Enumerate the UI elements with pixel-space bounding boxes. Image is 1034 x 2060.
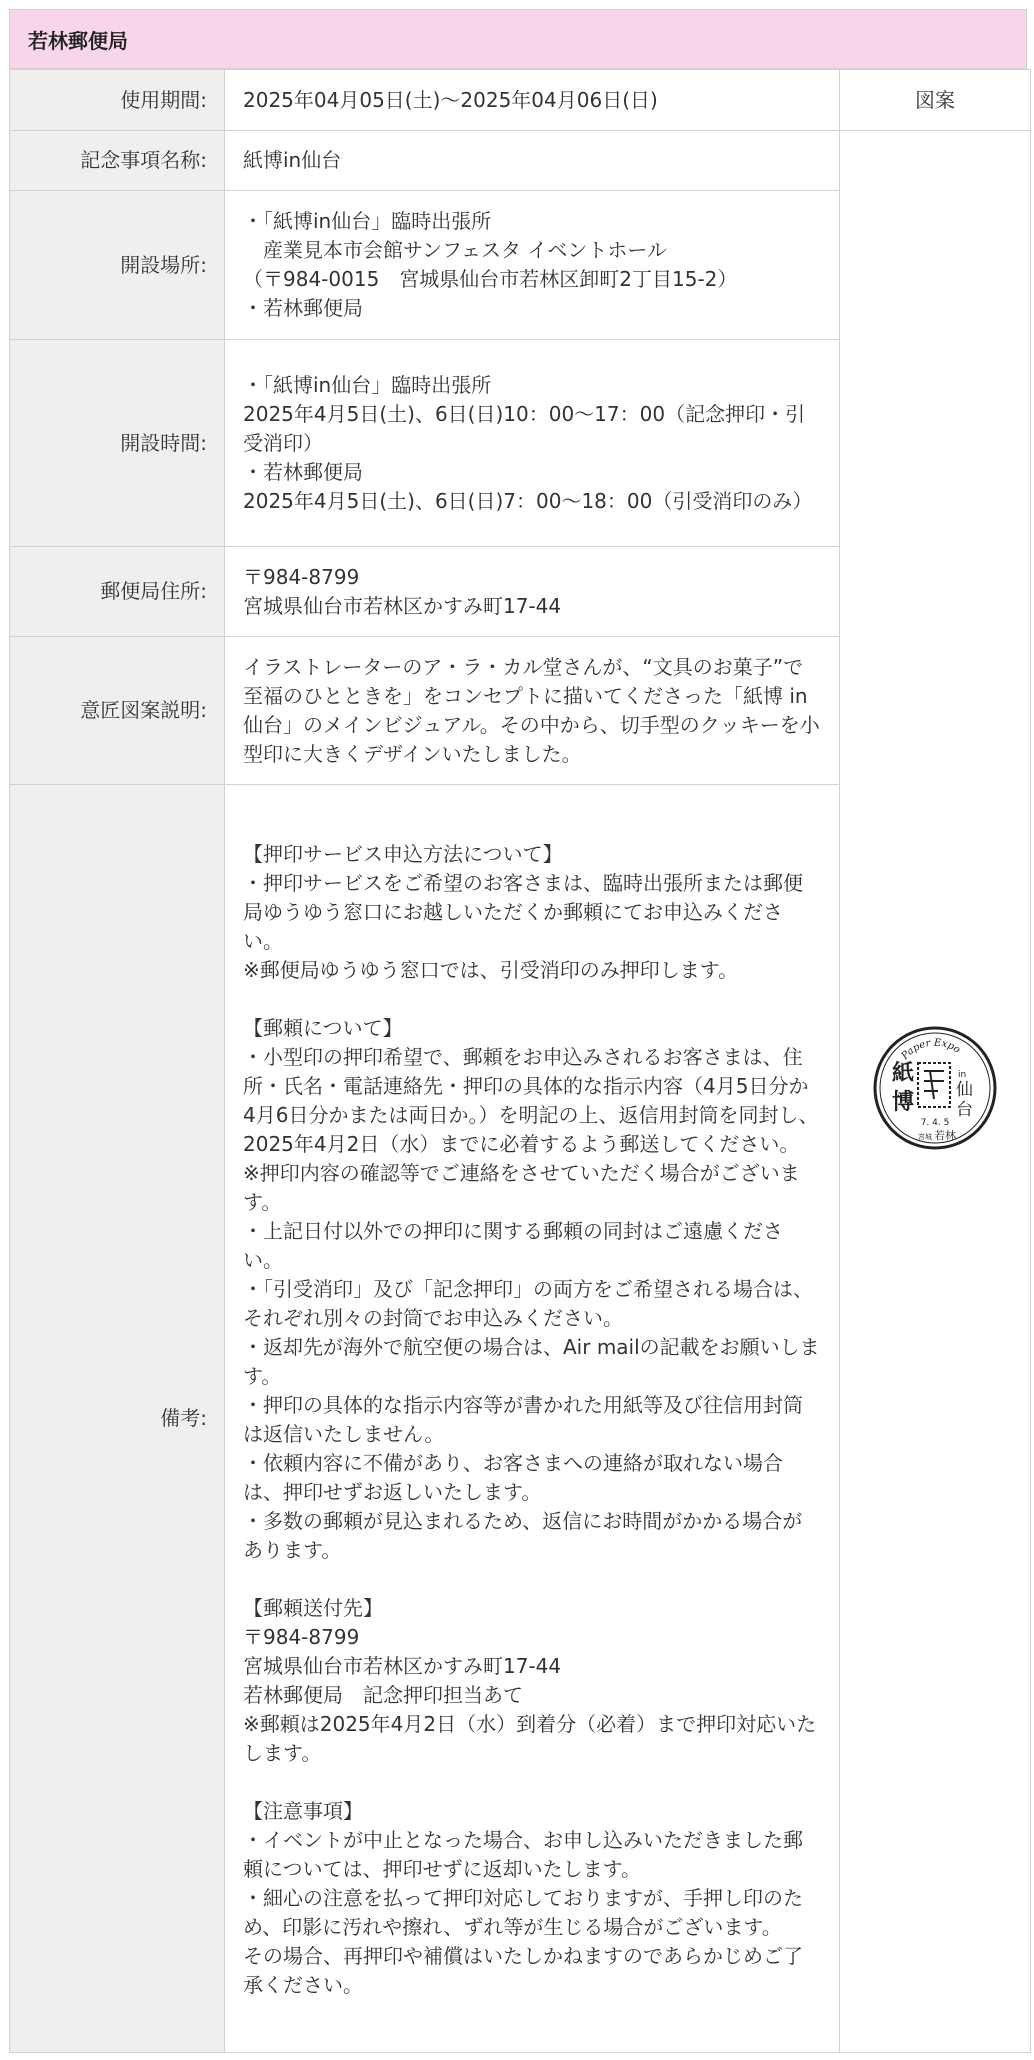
stamp-in-text: in [958,1069,967,1080]
address-label: 郵便局住所: [10,547,225,637]
location-value: ・「紙博in仙台」臨時出張所 産業見本市会館サンフェスタ イベントホール （〒984-0015 宮城県仙台市若林区卸町2丁目15-2） ・若林郵便局 [225,191,840,340]
hours-label: 開設時間: [10,340,225,547]
stamp-right-text-2: 台 [956,1099,973,1120]
location-label: 開設場所: [10,191,225,340]
row-period [10,70,1031,131]
period-label: 使用期間: [10,70,225,131]
stamp-date: 7. 4. 5 [920,1117,950,1128]
event-name-label: 記念事項名称: [10,131,225,191]
stamp-left-text-2: 博 [892,1089,915,1115]
hours-value: ・「紙博in仙台」臨時出張所 2025年4月5日(土)、6日(日)10：00～17：00（記念押印・引受消印） ・若林郵便局 2025年4月5日(土)、6日(日)7：00～18：00（引受消印のみ） [225,340,840,547]
address-value: 〒984-8799 宮城県仙台市若林区かすみ町17-44 [225,547,840,637]
postmark-info-panel [9,9,1027,2053]
commemorative-postmark-image [872,1025,998,1151]
stamp-office: 若林 [934,1128,956,1142]
design-header: 図案 [840,70,1031,131]
office-name-header [9,9,1027,69]
design-desc-value: イラストレーターのア・ラ・カル堂さんが、“文具のお菓子”で至福のひとときを」をコンセプトに描いてくださった「紙博 in 仙台」のメインビジュアル。その中から、切手型のクッキーを小型印に大きくデザインいたしました。 [225,637,840,785]
stamp-office-prefix: 宮城 [918,1132,932,1141]
event-name-value: 紙博in仙台 [225,131,840,191]
design-desc-label: 意匠図案説明: [10,637,225,785]
postmark-detail-table [9,69,1031,2053]
design-image-cell [840,131,1031,2053]
notes-value: 【押印サービス申込方法について】 ・押印サービスをご希望のお客さまは、臨時出張所または郵便局ゆうゆう窓口にお越しいただくか郵頼にてお申込みください。 ※郵便局ゆうゆう窓口では、引受消印のみ押印します。 【郵頼について】 ・小型印の押印希望で、郵頼をお申込みされるお客さまは、住所・氏名・電話連絡先・押印の具体的な指示内容（4月5日分か4月6日分かまたは両日か。）を明記の上、返信用封筒を同封し、2025年4月2日（水）までに必着するよう郵送してください。 ※押印内容の確認等でご連絡をさせていただく場合がございます。 ・上記日付以外での押印に関する郵頼の同封はご遠慮ください。 ・「引受消印」及び「記念押印」の両方をご希望される場合は、それぞれ別々の封筒でお申込みください。 ・返却先が海外で航空便の場合は、Air mailの記載をお願いします。 ・押印の具体的な指示内容等が書かれた用紙等及び往信用封筒は返信いたしません。 ・依頼内容に不備があり、お客さまへの連絡が取れない場合は、押印せずお返しいたします。 ・多数の郵頼が見込まれるため、返信にお時間がかかる場合があります。 【郵頼送付先】 〒984-8799 宮城県仙台市若林区かすみ町17-44 若林郵便局 記念押印担当あて ※郵頼は2025年4月2日（水）到着分（必着）まで押印対応いたします。 【注意事項】 ・イベントが中止となった場合、お申し込みいただきました郵頼については、押印せずに返却いたします。 ・細心の注意を払って押印対応しておりますが、手押し印のため、印影に汚れや擦れ、ずれ等が生じる場合がございます。 その場合、再押印や補償はいたしかねますのであらかじめご了承ください。 [225,785,840,2053]
stamp-right-text-1: 仙 [956,1079,973,1100]
stamp-left-text-1: 紙 [892,1060,915,1086]
office-name: 若林郵便局 [28,28,128,53]
notes-label: 備考: [10,785,225,2053]
stamp-arc-text: Paper Expo [899,1037,963,1062]
period-value: 2025年04月05日(土)～2025年04月06日(日) [225,70,840,131]
row-event-name [10,131,1031,191]
